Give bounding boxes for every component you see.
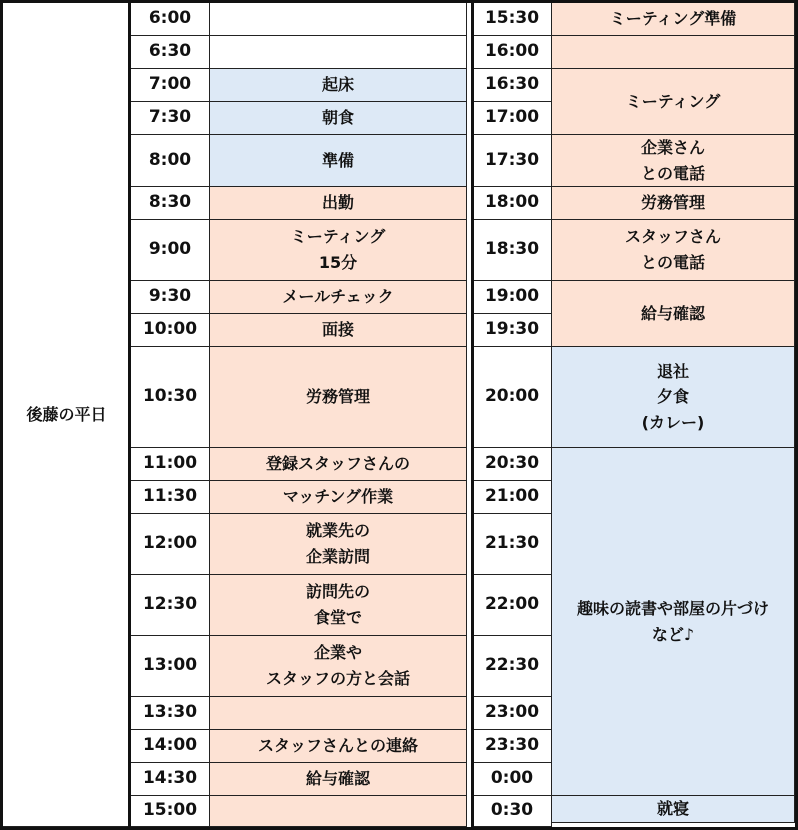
activity-cell bbox=[552, 347, 795, 448]
activity-line: 就業先の bbox=[305, 521, 370, 541]
activity-text bbox=[322, 105, 354, 131]
activity-text bbox=[283, 484, 393, 510]
time-slot: 21:00 bbox=[473, 481, 552, 514]
time-slot: 0:30 bbox=[473, 796, 552, 827]
time-slot: 12:00 bbox=[131, 514, 210, 575]
activity-cell bbox=[210, 514, 467, 575]
time-slot: 23:30 bbox=[473, 730, 552, 763]
activity-line: 企業や bbox=[313, 643, 362, 663]
time-slot: 21:30 bbox=[473, 514, 552, 575]
activity-line: 朝食 bbox=[321, 108, 354, 128]
activity-text bbox=[657, 796, 689, 822]
time-slot: 11:30 bbox=[131, 481, 210, 514]
activity-line: ミーティング準備 bbox=[609, 9, 737, 29]
activity-line: 労務管理 bbox=[640, 193, 705, 213]
time-slot: 9:00 bbox=[131, 220, 210, 281]
activity-text bbox=[306, 579, 370, 630]
activity-cell bbox=[210, 575, 467, 636]
activity-text bbox=[291, 224, 385, 275]
activity-line: ミーティング bbox=[290, 227, 386, 247]
time-slot: 15:00 bbox=[131, 796, 210, 827]
activity-cell bbox=[552, 281, 795, 347]
activity-text bbox=[282, 284, 393, 310]
time-slot: 7:30 bbox=[131, 102, 210, 135]
activity-text bbox=[322, 317, 354, 343]
time-slot: 20:00 bbox=[473, 347, 552, 448]
time-slot: 9:30 bbox=[131, 281, 210, 314]
activity-text bbox=[322, 72, 354, 98]
activity-text bbox=[641, 135, 705, 186]
time-slot: 6:30 bbox=[131, 36, 210, 69]
activity-cell bbox=[210, 187, 467, 220]
activity-text bbox=[626, 89, 720, 115]
activity-line: との電話 bbox=[640, 163, 705, 183]
activity-text bbox=[306, 384, 370, 410]
activity-text bbox=[625, 224, 721, 275]
activity-cell bbox=[210, 3, 467, 36]
time-slot: 22:30 bbox=[473, 636, 552, 697]
activity-line: 訪問先の bbox=[305, 582, 370, 602]
activity-line: マッチング作業 bbox=[282, 487, 394, 507]
time-slot: 16:00 bbox=[473, 36, 552, 69]
activity-line: 趣味の読書や部屋の片づけ bbox=[576, 598, 769, 618]
activity-line: との電話 bbox=[640, 253, 705, 272]
activity-line: 起床 bbox=[321, 75, 354, 95]
activity-text bbox=[266, 451, 410, 477]
time-slot: 18:30 bbox=[473, 220, 552, 281]
time-slot: 11:00 bbox=[131, 448, 210, 481]
activity-line: スタッフの方と会話 bbox=[265, 669, 410, 688]
activity-cell bbox=[210, 448, 467, 481]
activity-cell bbox=[210, 796, 467, 827]
activity-cell bbox=[552, 220, 795, 281]
activity-cell bbox=[210, 69, 467, 102]
activity-cell bbox=[552, 448, 795, 796]
activity-line: 企業訪問 bbox=[305, 547, 370, 566]
activity-text bbox=[258, 733, 418, 759]
activity-line: 給与確認 bbox=[305, 769, 370, 789]
activity-cell bbox=[552, 69, 795, 135]
activity-cell bbox=[552, 36, 795, 69]
time-slot: 10:00 bbox=[131, 314, 210, 347]
activity-text bbox=[306, 518, 370, 569]
activity-line: 退社 bbox=[656, 361, 689, 381]
time-slot: 20:30 bbox=[473, 448, 552, 481]
activity-line: 就寝 bbox=[656, 799, 689, 818]
activity-cell bbox=[552, 135, 795, 187]
activity-line: 給与確認 bbox=[640, 303, 705, 323]
time-slot: 8:00 bbox=[131, 135, 210, 187]
time-slot: 10:30 bbox=[131, 347, 210, 448]
time-slot: 19:00 bbox=[473, 281, 552, 314]
time-slot: 14:30 bbox=[131, 763, 210, 796]
activity-cell bbox=[210, 697, 467, 730]
activity-line: (カレー) bbox=[641, 412, 705, 432]
activity-cell bbox=[210, 220, 467, 281]
activity-line: スタッフさん bbox=[624, 227, 721, 247]
activity-line: ミーティング bbox=[625, 91, 721, 111]
page-label: 後藤の平日 bbox=[3, 3, 131, 827]
activity-cell bbox=[210, 481, 467, 514]
time-slot: 0:00 bbox=[473, 763, 552, 796]
activity-line: メールチェック bbox=[282, 287, 394, 307]
activity-text bbox=[266, 640, 410, 691]
time-slot: 6:00 bbox=[131, 3, 210, 36]
activity-cell bbox=[210, 281, 467, 314]
time-slot: 13:00 bbox=[131, 636, 210, 697]
time-slot: 12:30 bbox=[131, 575, 210, 636]
time-slot: 18:00 bbox=[473, 187, 552, 220]
activity-text bbox=[577, 596, 769, 647]
activity-cell bbox=[210, 763, 467, 796]
activity-line: 食堂で bbox=[313, 608, 362, 627]
time-slot: 16:30 bbox=[473, 69, 552, 102]
activity-line: 準備 bbox=[321, 150, 354, 170]
activity-line: 労務管理 bbox=[305, 387, 370, 407]
activity-cell bbox=[552, 187, 795, 220]
activity-cell bbox=[552, 796, 795, 823]
activity-cell bbox=[552, 3, 795, 36]
activity-text bbox=[641, 190, 705, 216]
activity-line: 企業さん bbox=[640, 137, 705, 157]
activity-cell bbox=[210, 36, 467, 69]
activity-text bbox=[322, 190, 354, 216]
activity-text bbox=[610, 6, 736, 32]
time-slot: 14:00 bbox=[131, 730, 210, 763]
activity-line: 登録スタッフさんの bbox=[265, 454, 410, 474]
time-slot: 7:00 bbox=[131, 69, 210, 102]
time-slot: 17:00 bbox=[473, 102, 552, 135]
time-slot: 22:00 bbox=[473, 575, 552, 636]
activity-line: 夕食 bbox=[656, 387, 689, 407]
activity-line: 出勤 bbox=[321, 193, 354, 213]
activity-cell bbox=[210, 730, 467, 763]
time-slot: 13:30 bbox=[131, 697, 210, 730]
time-slot: 8:30 bbox=[131, 187, 210, 220]
activity-cell bbox=[210, 102, 467, 135]
time-slot: 17:30 bbox=[473, 135, 552, 187]
time-slot: 15:30 bbox=[473, 3, 552, 36]
activity-cell bbox=[210, 314, 467, 347]
activity-line: 15分 bbox=[318, 253, 358, 272]
time-slot: 19:30 bbox=[473, 314, 552, 347]
time-slot: 23:00 bbox=[473, 697, 552, 730]
activity-text bbox=[642, 359, 705, 436]
activity-text bbox=[641, 301, 705, 327]
activity-line: など♪ bbox=[651, 624, 695, 644]
activity-text bbox=[306, 766, 370, 792]
activity-cell bbox=[210, 347, 467, 448]
activity-cell bbox=[210, 135, 467, 187]
activity-line: スタッフさんとの連絡 bbox=[257, 736, 418, 756]
activity-text bbox=[322, 148, 354, 174]
activity-line: 面接 bbox=[321, 320, 354, 340]
activity-cell bbox=[210, 636, 467, 697]
